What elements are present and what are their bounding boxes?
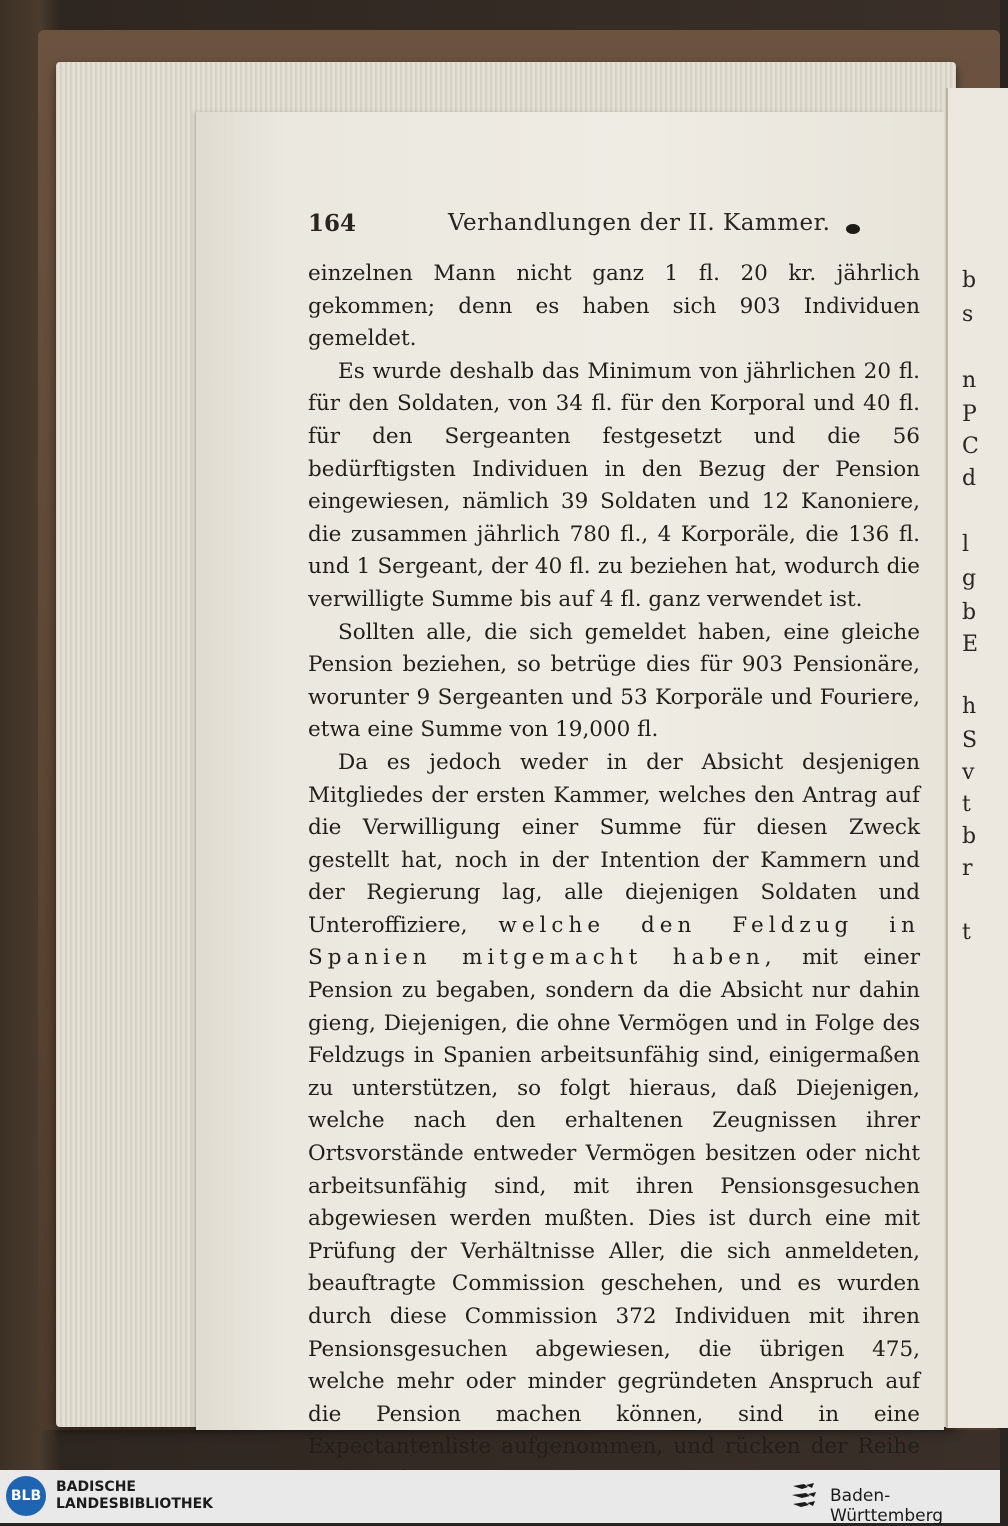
facing-page-letter: n xyxy=(962,368,977,393)
ink-blot xyxy=(846,224,860,234)
facing-page-letter: r xyxy=(962,856,973,881)
facing-page-letter: l xyxy=(962,532,970,557)
state-name[interactable]: Baden-Württemberg xyxy=(830,1486,944,1526)
facing-page-letter: d xyxy=(962,466,977,491)
library-name-line2: LANDESBIBLIOTHEK xyxy=(56,1496,214,1512)
body-text xyxy=(308,258,920,1497)
facing-page-letter: s xyxy=(962,302,974,327)
library-name-line1: BADISCHE xyxy=(56,1479,136,1495)
paragraph-text: Da es jedoch weder in der Absicht desjenigen Mitgliedes der ersten Kammer, welches den Antrag auf die Verwilligung einer Summe für diesen Zweck gestellt hat, noch in der Intention der Kammern und der Regierung lag, alle diejenigen Soldaten und Unteroffiziere, xyxy=(308,749,920,938)
facing-page-letter: b xyxy=(962,600,977,625)
facing-page-letter: P xyxy=(962,402,977,427)
facing-page-letter: g xyxy=(962,566,977,591)
page-number: 164 xyxy=(308,210,357,237)
facing-page-letter: b xyxy=(962,824,977,849)
spaced-emphasis: welche den Feldzug in Spanien mitgemacht haben, xyxy=(308,912,920,971)
paragraph xyxy=(308,747,920,1497)
facing-page xyxy=(946,88,1008,1428)
paragraph-text: mit einer Pension zu begaben, sondern da die Absicht nur dahin gieng, Diejenigen, die ohne Vermögen und in Folge des Feldzugs in Spanien arbeitsunfähig sind, einigermaßen zu unterstützen, so folgt hieraus, daß Diejenigen, welche nach den erhaltenen Zeugnissen ihrer Ortsvorstände entweder Vermögen besitzen oder nicht arbeitsunfähig sind, mit ihren Pensionsgesuchen abgewiesen werden mußten. Dies ist durch eine mit Prüfung der Verhältnisse Aller, die sich anmeldeten, beauftragte Commission geschehen, und es wurden durch diese Commission 372 Individuen mit ihren Pensionsgesuchen abgewiesen, die übrigen 475, welche mehr oder minder gegründeten Anspruch auf die Pension machen können, sind in eine Expectantenliste aufgenommen, und rücken der Reihe xyxy=(308,945,920,1460)
facing-page-letter: h xyxy=(962,694,977,719)
library-name[interactable] xyxy=(56,1479,213,1513)
page-header xyxy=(308,210,868,244)
facing-page-letter: t xyxy=(962,920,971,945)
facing-page-letter: S xyxy=(962,728,978,753)
facing-page-letter: C xyxy=(962,434,979,459)
facing-page-letter: v xyxy=(962,760,975,785)
footer-bar xyxy=(0,1470,1000,1526)
facing-page-letter: t xyxy=(962,792,971,817)
book-page xyxy=(196,112,944,1460)
blb-logo-icon[interactable]: BLB xyxy=(6,1476,46,1516)
running-head: Verhandlungen der II. Kammer. xyxy=(448,210,831,236)
baden-wuerttemberg-lions-icon xyxy=(790,1481,820,1513)
paragraph: Sollten alle, die sich gemeldet haben, eine gleiche Pension beziehen, so betrüge dies für 903 Pensionäre, worunter 9 Sergeanten und 53 Korporäle und Fouriere, etwa eine Summe von 19,000 fl. xyxy=(308,619,920,743)
paragraph: einzelnen Mann nicht ganz 1 fl. 20 kr. jährlich gekommen; denn es haben sich 903 Individuen gemeldet. xyxy=(308,261,920,352)
facing-page-letter: b xyxy=(962,268,977,293)
facing-page-letter: E xyxy=(962,632,979,657)
paragraph: Es wurde deshalb das Minimum von jährlichen 20 fl. für den Soldaten, von 34 fl. für den Korporal und 40 fl. für den Sergeanten festgesetzt und die 56 bedürftigsten Individuen in den Bezug der Pension eingewiesen, nämlich 39 Soldaten und 12 Kanoniere, die zusammen jährlich 780 fl., 4 Korporäle, die 136 fl. und 1 Sergeant, der 40 fl. zu beziehen hat, wodurch die verwilligte Summe bis auf 4 fl. ganz verwendet ist. xyxy=(308,358,920,612)
